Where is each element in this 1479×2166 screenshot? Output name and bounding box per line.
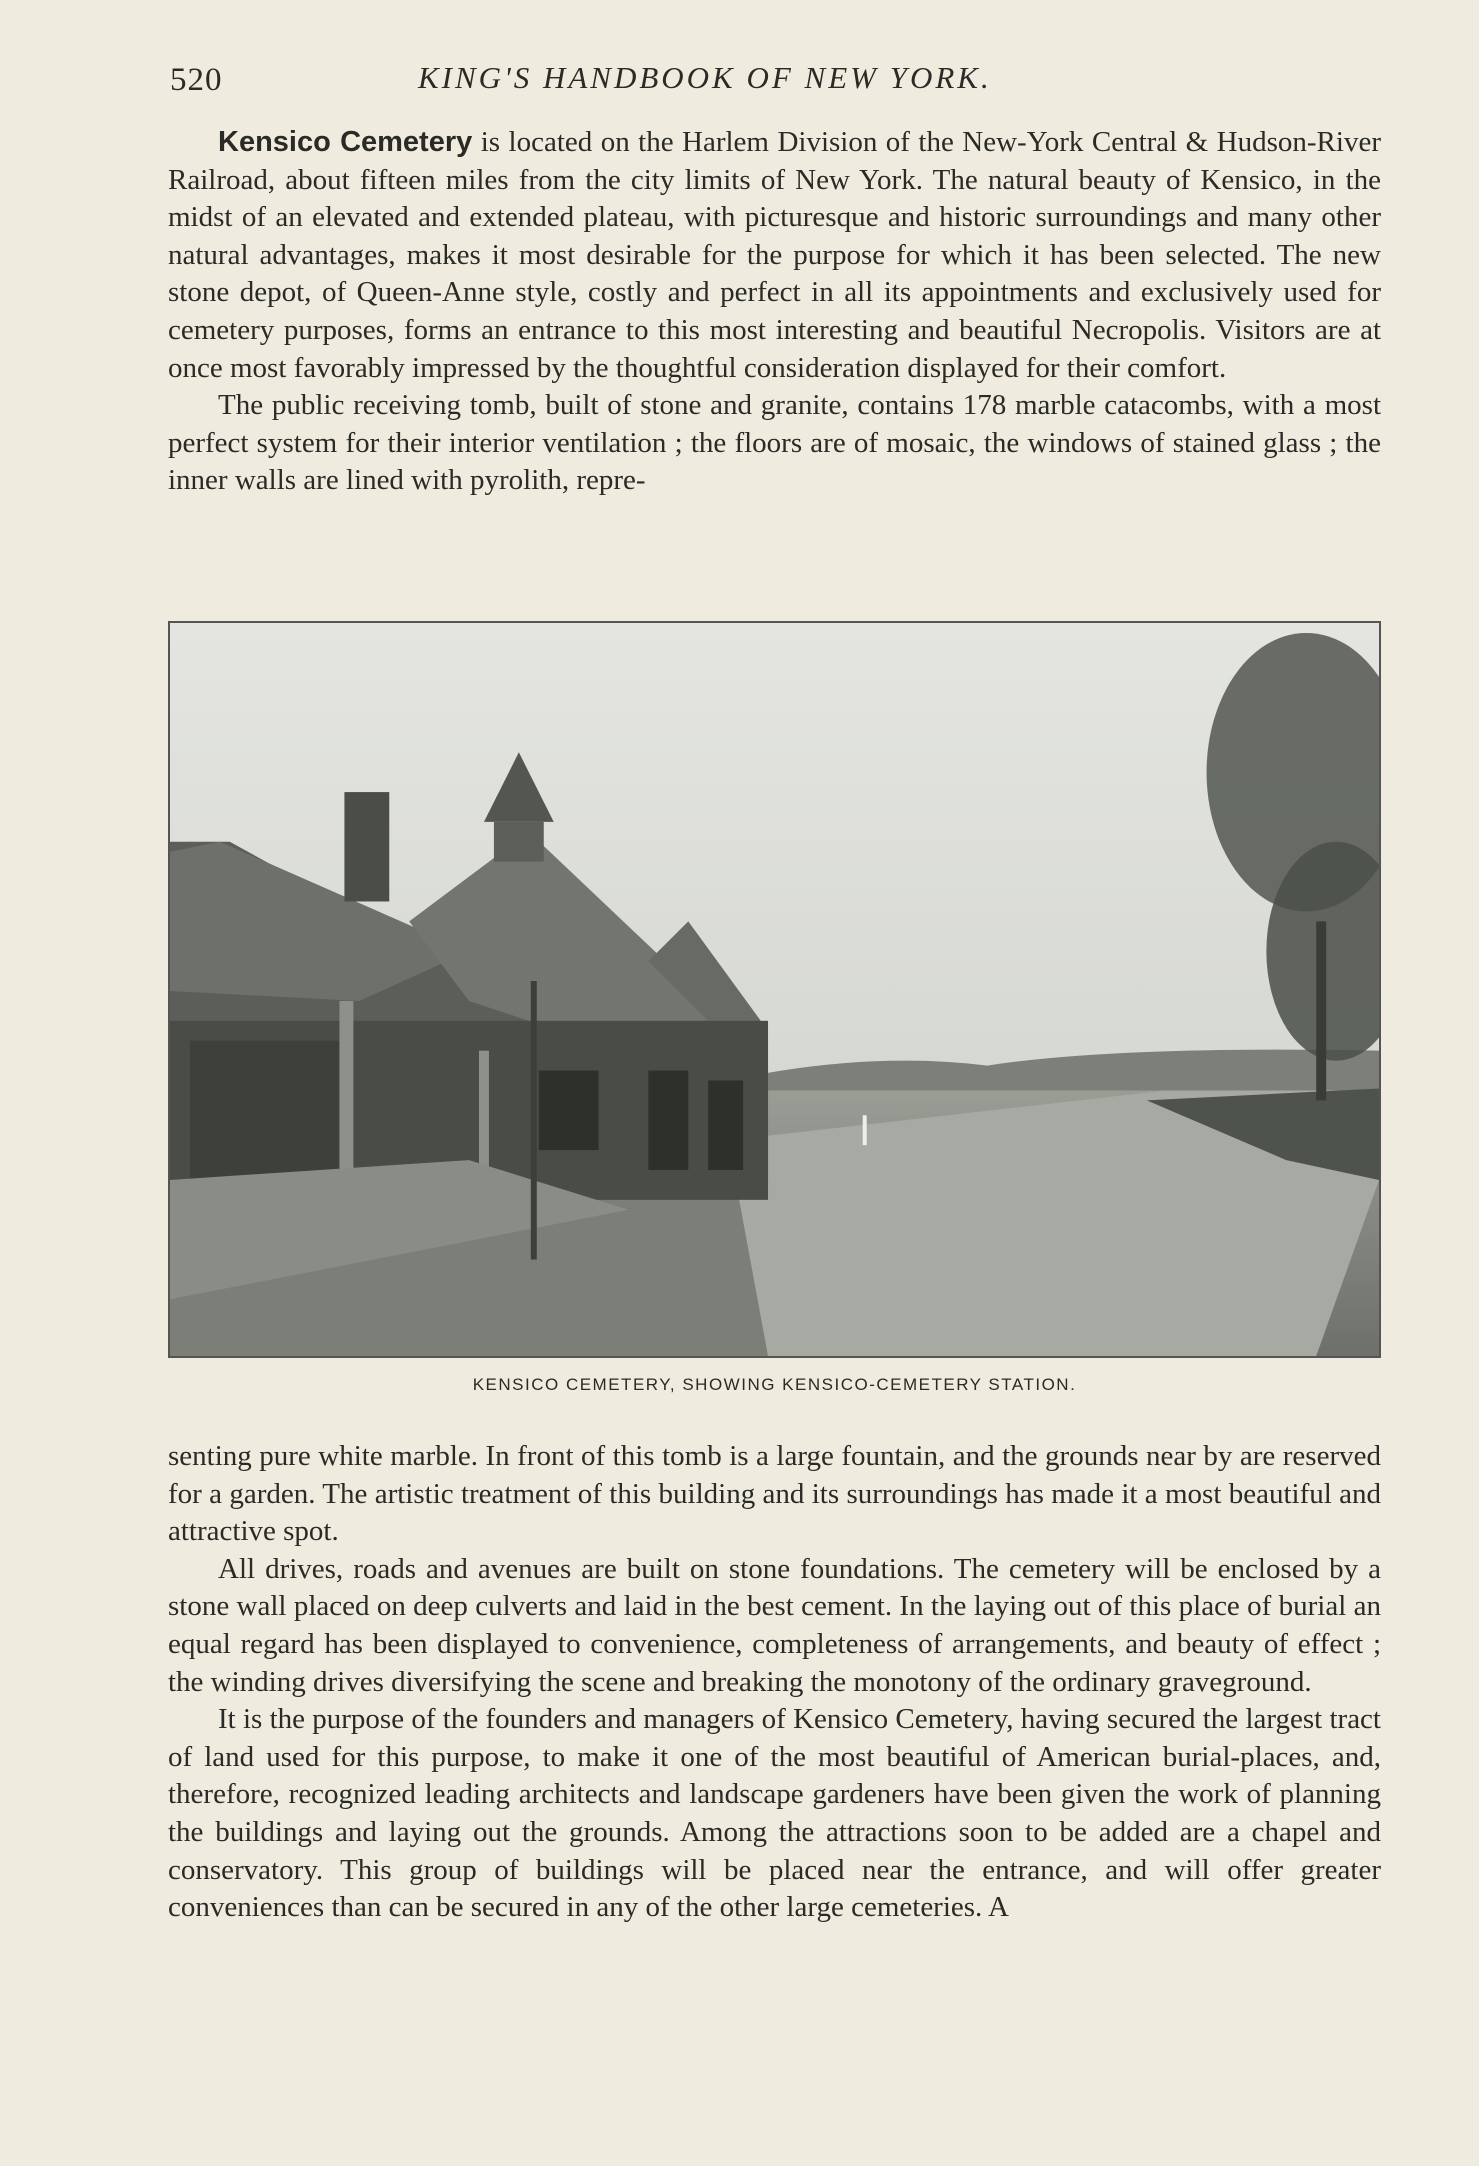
page-number: 520 (170, 62, 223, 98)
paragraph-tomb-continued: senting pure white marble. In front of this tomb is a large fountain, and the grounds near by are reserved for a garden. The artistic treatment of this building and its surroundings has made it a most beautiful and attractive spot. (168, 1440, 1381, 1548)
running-title: KING'S HANDBOOK OF NEW YORK. (418, 60, 992, 95)
bottom-text-block (168, 1438, 1381, 1927)
lead-term: Kensico Cemetery (218, 126, 473, 158)
station-photograph (168, 621, 1381, 1358)
station-photograph-image (170, 623, 1379, 1356)
paragraph-intro-body: is located on the Harlem Division of the New-York Central & Hudson-River Railroad, about fifteen miles from the city limits of New York. The natural beauty of Kensico, in the midst of an elevated and extended plateau, with picturesque and historic surroundings and many other natural advantages, makes it most desirable for the purpose for which it has been selected. The new stone depot, of Queen-Anne style, costly and perfect in all its appointments and exclusively used for cemetery purposes, forms an entrance to this most interesting and beautiful Necropolis. Visitors are at once most favorably impressed by the thoughtful consideration displayed for their comfort. (168, 126, 1381, 384)
top-text-block (168, 124, 1381, 500)
paragraph-receiving-tomb: The public receiving tomb, built of stone and granite, contains 178 marble catacombs, with a most perfect system for their interior ventilation ; the floors are of mosaic, the windows of stained glass ; the inner walls are lined with pyrolith, repre- (168, 389, 1381, 497)
paragraph-purpose: It is the purpose of the founders and managers of Kensico Cemetery, having secured the largest tract of land used for this purpose, to make it one of the most beautiful of American burial-places, and, therefore, recognized leading architects and landscape gardeners have been given the work of planning the buildings and laying out the grounds. Among the attractions soon to be added are a chapel and conservatory. This group of buildings will be placed near the entrance, and will offer greater conveniences than can be secured in any of the other large cemeteries. A (168, 1703, 1381, 1924)
paragraph-drives: All drives, roads and avenues are built on stone foundations. The cemetery will be enclosed by a stone wall placed on deep culverts and laid in the best cement. In the laying out of this place of burial an equal regard has been displayed to convenience, completeness of arrangements, and beauty of effect ; the winding drives diversifying the scene and breaking the monotony of the ordinary graveground. (168, 1552, 1381, 1698)
paragraph-intro (168, 124, 1381, 387)
photo-caption: KENSICO CEMETERY, SHOWING KENSICO-CEMETERY STATION. (472, 1375, 1077, 1394)
